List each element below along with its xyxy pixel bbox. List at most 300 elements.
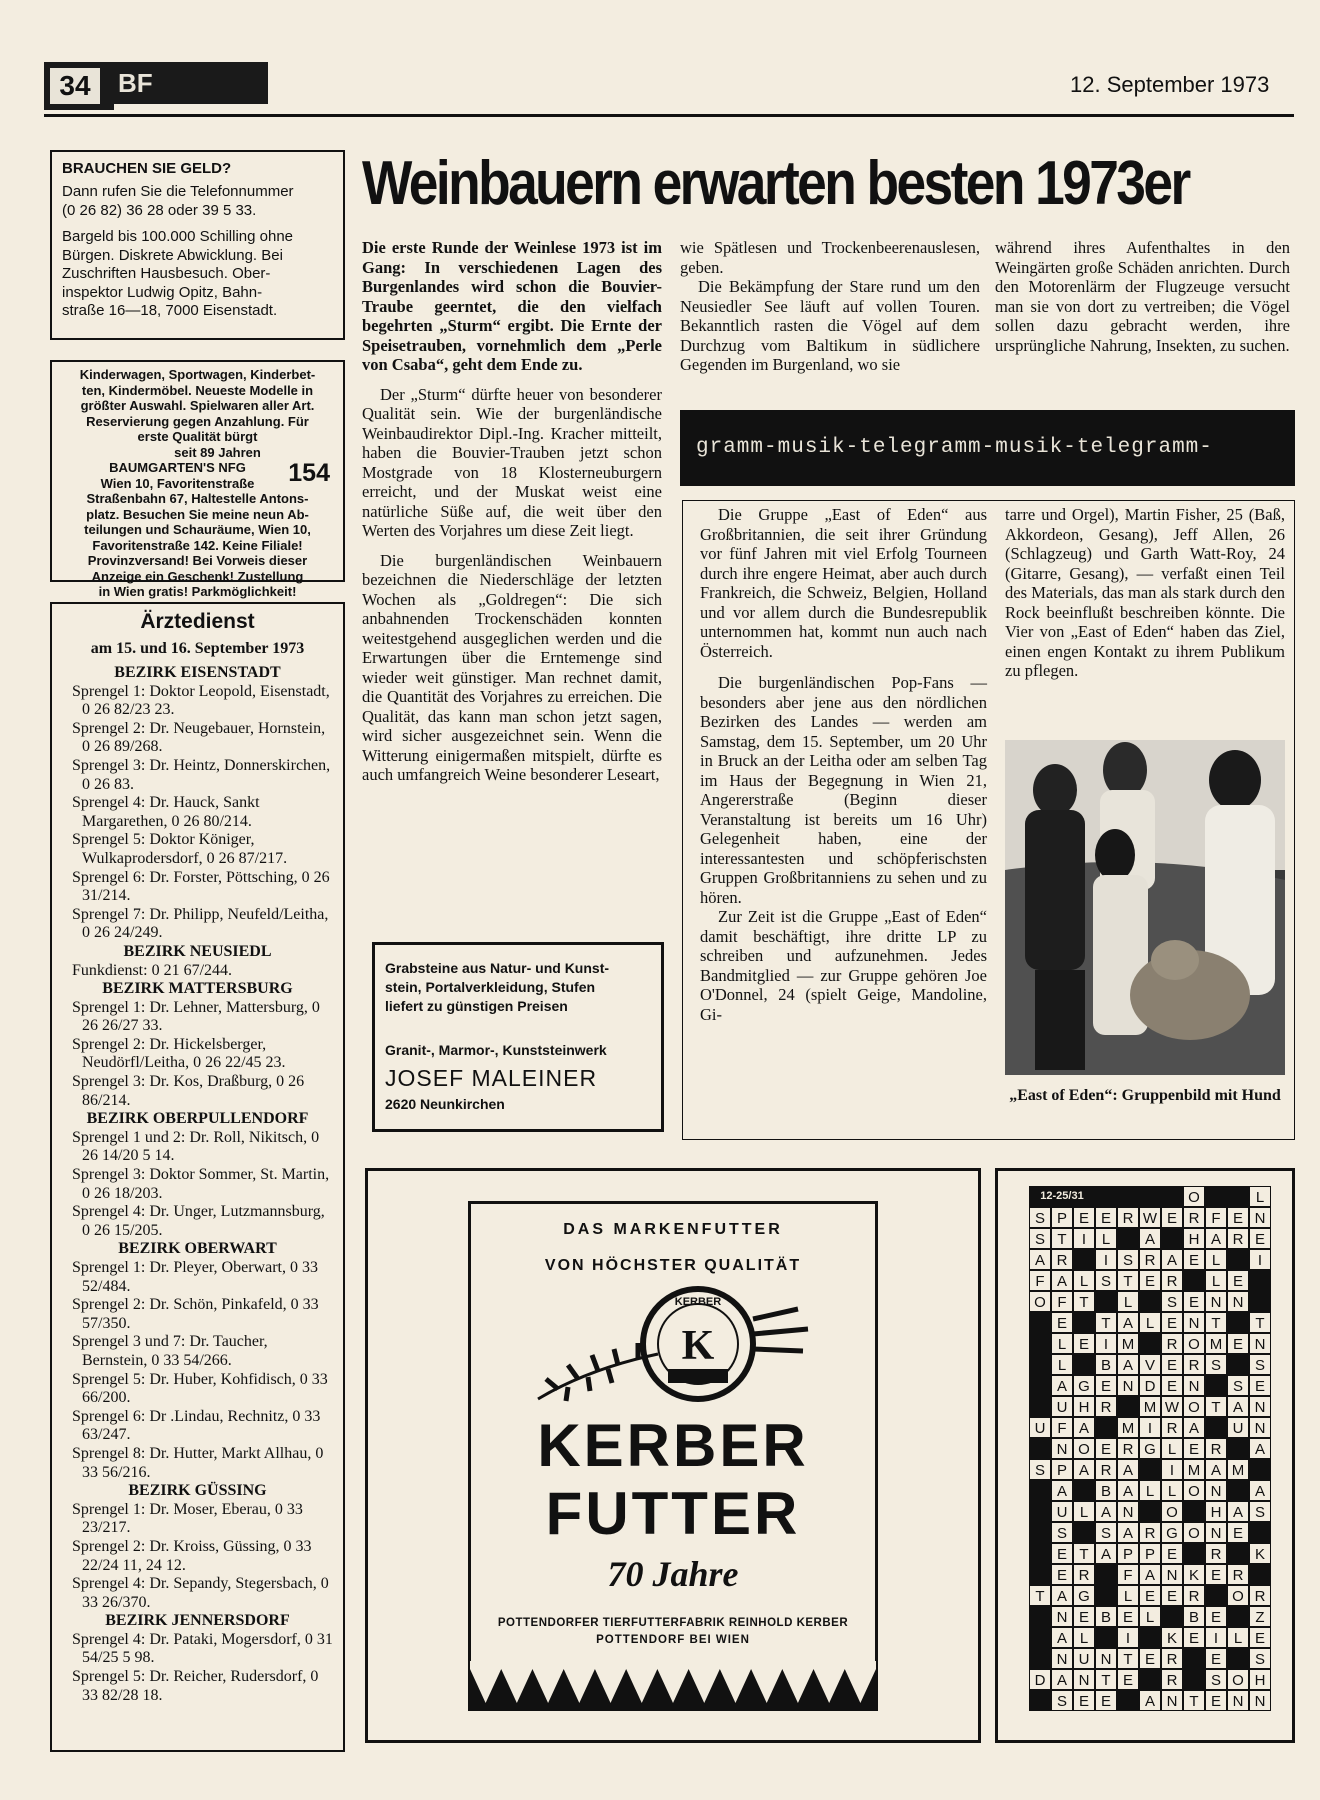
- district-heading: BEZIRK NEUSIEDL: [123, 942, 272, 960]
- crossword-block: [1249, 1564, 1271, 1585]
- crossword-cell: O: [1183, 1186, 1205, 1207]
- crossword-block: [1029, 1522, 1051, 1543]
- crossword-cell: R: [1183, 1585, 1205, 1606]
- crossword-block: [1227, 1312, 1249, 1333]
- ad-line: Kinderwagen, Sportwagen, Kinderbet-: [79, 367, 316, 382]
- ad-line: platz. Besuchen Sie meine neun Ab-: [86, 506, 309, 522]
- article-paragraph: während ihres Aufenthaltes in den Weingärten große Schäden anrichten. Durch den Motorenlärm der Flugzeuge versucht man sie von dort zu vertreiben; die Vögel sollen dazu gebracht werden, ihre ursprüngliche Nahrung, Insekten, zu suchen.: [995, 238, 1290, 355]
- issue-date: 12. September 1973: [1070, 72, 1270, 97]
- crossword-cell: R: [1205, 1438, 1227, 1459]
- crossword-cell: N: [1183, 1312, 1205, 1333]
- crossword-cell: A: [1051, 1669, 1073, 1690]
- crossword-block: [1073, 1249, 1095, 1270]
- doctor-entry: Sprengel 3: Dr. Kos, Draßburg, 0 26 86/214.: [72, 1073, 305, 1109]
- doctor-entry: Sprengel 3 und 7: Dr. Taucher, Bernstein, 0 33 54/266.: [72, 1333, 268, 1369]
- telegramm-banner: gramm-musik-telegramm-musik-telegramm-: [680, 410, 1295, 486]
- ad-line: größter Auswahl. Spielwaren aller Art.: [80, 398, 315, 413]
- crossword-cell: L: [1139, 1312, 1161, 1333]
- crossword-block: [1205, 1417, 1227, 1438]
- crossword-cell: B: [1095, 1606, 1117, 1627]
- crossword-block: [1073, 1480, 1095, 1501]
- crossword-cell: N: [1249, 1690, 1271, 1711]
- crossword-cell: E: [1161, 1207, 1183, 1228]
- crossword-cell: B: [1183, 1606, 1205, 1627]
- crossword-block: [1183, 1648, 1205, 1669]
- arztedienst-box: [50, 602, 345, 1752]
- crossword-cell: P: [1051, 1207, 1073, 1228]
- crossword-cell: O: [1183, 1522, 1205, 1543]
- crossword-cell: R: [1095, 1396, 1117, 1417]
- crossword-cell: U: [1073, 1648, 1095, 1669]
- crossword-cell: E: [1073, 1606, 1095, 1627]
- crossword-cell: L: [1051, 1333, 1073, 1354]
- ad-line: liefert zu günstigen Preisen: [385, 998, 568, 1014]
- ad-line: in Wien gratis! Parkmöglichkeit!: [98, 584, 297, 599]
- crossword-cell: E: [1183, 1249, 1205, 1270]
- crossword-code: 12-25/31: [1029, 1186, 1095, 1207]
- crossword-cell: E: [1073, 1333, 1095, 1354]
- crossword-cell: D: [1139, 1375, 1161, 1396]
- crossword-cell: A: [1205, 1228, 1227, 1249]
- crossword-block: [1095, 1417, 1117, 1438]
- crossword-cell: R: [1183, 1354, 1205, 1375]
- crossword-cell: E: [1161, 1354, 1183, 1375]
- crossword-cell: E: [1205, 1564, 1227, 1585]
- crossword-cell: A: [1117, 1480, 1139, 1501]
- crossword-cell: E: [1205, 1606, 1227, 1627]
- crossword-cell: N: [1227, 1690, 1249, 1711]
- crossword-cell: I: [1205, 1627, 1227, 1648]
- doctor-entry: Sprengel 5: Dr. Reicher, Rudersdorf, 0 33 82/28 18.: [72, 1668, 319, 1704]
- crossword-cell: E: [1051, 1564, 1073, 1585]
- doctor-entry: Sprengel 3: Doktor Sommer, St. Martin, 0 26 18/203.: [72, 1166, 330, 1202]
- crossword-block: [1029, 1312, 1051, 1333]
- crossword-cell: R: [1205, 1543, 1227, 1564]
- crossword-cell: K: [1161, 1627, 1183, 1648]
- crossword-cell: B: [1095, 1354, 1117, 1375]
- article-paragraph: Der „Sturm“ dürfte heuer von besonderer Qualität sein. Wie der burgenländische Weinbaudirektor Dipl.-Ing. Kracher mitteilt, haben die Bouvier-Trauben jetzt schon Mostgrade von 18 Klosterneuburgern erreicht, und der Muskat weist eine natürliche Süße auf, die weit über den Werten des Vorjahres um diese Zeit liegt.: [362, 384, 662, 540]
- crossword-cell: B: [1095, 1480, 1117, 1501]
- crossword-cell: P: [1117, 1543, 1139, 1564]
- crossword-cell: S: [1029, 1228, 1051, 1249]
- kerber-logo-letter: K: [681, 1323, 715, 1369]
- crossword-cell: G: [1073, 1585, 1095, 1606]
- ad-geld-line: (0 26 82) 36 28 oder 39 5 33.: [62, 201, 257, 219]
- doctor-entry: Sprengel 2: Dr. Hickelsberger, Neudörfl/Leitha, 0 26 22/45 23.: [72, 1035, 286, 1072]
- crossword-cell: R: [1161, 1333, 1183, 1354]
- district-heading: BEZIRK JENNERSDORF: [105, 1612, 290, 1630]
- crossword-cell: E: [1095, 1438, 1117, 1459]
- crossword-block: [1139, 1291, 1161, 1312]
- crossword-cell: L: [1161, 1480, 1183, 1501]
- crossword-cell: T: [1117, 1270, 1139, 1291]
- telegramm-column-2: [1005, 505, 1285, 681]
- crossword-cell: N: [1205, 1480, 1227, 1501]
- crossword-cell: L: [1073, 1627, 1095, 1648]
- crossword-block: [1205, 1375, 1227, 1396]
- crossword-cell: S: [1029, 1459, 1051, 1480]
- crossword-cell: R: [1095, 1459, 1117, 1480]
- crossword-cell: L: [1139, 1606, 1161, 1627]
- crossword-cell: E: [1161, 1312, 1183, 1333]
- ad-kerber-zigzag: [470, 1661, 876, 1709]
- crossword-cell: N: [1161, 1564, 1183, 1585]
- crossword-cell: R: [1161, 1417, 1183, 1438]
- crossword-cell: W: [1139, 1207, 1161, 1228]
- crossword-cell: L: [1227, 1627, 1249, 1648]
- page-number-box: [44, 62, 114, 110]
- crossword-cell: F: [1205, 1207, 1227, 1228]
- crossword-block: [1227, 1354, 1249, 1375]
- crossword-block: [1095, 1186, 1117, 1207]
- crossword-cell: A: [1227, 1501, 1249, 1522]
- crossword-cell: R: [1161, 1648, 1183, 1669]
- crossword-cell: P: [1051, 1459, 1073, 1480]
- ad-geld-line: Bürgen. Diskrete Abwicklung. Bei: [62, 246, 283, 264]
- crossword-cell: R: [1051, 1249, 1073, 1270]
- crossword-block: [1029, 1375, 1051, 1396]
- crossword-cell: R: [1117, 1438, 1139, 1459]
- crossword-cell: E: [1139, 1648, 1161, 1669]
- ad-kinderwagen-number: 154: [288, 458, 330, 487]
- crossword-cell: N: [1051, 1438, 1073, 1459]
- crossword-block: [1029, 1501, 1051, 1522]
- telegramm-paragraph: Die burgenländischen Pop-Fans — besonders aber jene aus den nördlichen Bezirken des Landes — werden am Samstag, dem 15. September, um 20 Uhr in Bruck an der Leitha oder am selben Tag im Haus der Begegnung in Wien 21, Angererstraße (Beginn dieser Veranstaltung ist bereits um 16 Uhr) Gelegenheit haben, eine der interessantesten und schöpferischsten Gruppen Großbritanniens zu sehen und zu hören.: [700, 673, 987, 907]
- crossword-cell: G: [1073, 1375, 1095, 1396]
- crossword-cell: E: [1227, 1333, 1249, 1354]
- telegramm-paragraph: Zur Zeit ist die Gruppe „East of Eden“ damit beschäftigt, ihre dritte LP zu schreiben und aufzunehmen. Jedes Bandmitglied — zur Gruppe gehören Joe O'Donnel, 24 (spielt Geige, Mandoline, Gi-: [700, 907, 987, 1024]
- crossword-cell: G: [1139, 1438, 1161, 1459]
- crossword-cell: E: [1227, 1522, 1249, 1543]
- crossword-cell: L: [1095, 1228, 1117, 1249]
- telegramm-paragraph: Die Gruppe „East of Eden“ aus Großbritannien, die seit ihrer Gründung vor fünf Jahren mit viel Erfolg Tourneen durch ihre engere Heimat, aber auch durch Frankreich, die Schweiz, Belgien, Holland und vor allem durch die Bundesrepublik unternommen hat, kommt nun auch nach Österreich.: [700, 505, 987, 661]
- article-lead: Die erste Runde der Weinlese 1973 ist im Gang: In verschiedenen Lagen des Burgenlandes wird schon die Bouvier-Traube geerntet, die den vielfach begehrten „Sturm“ ergibt. Die Ernte der Speisetrauben, vornehmlich dem „Perle von Csaba“, geht dem Ende zu.: [362, 238, 662, 374]
- crossword-cell: N: [1249, 1207, 1271, 1228]
- crossword-cell: S: [1249, 1648, 1271, 1669]
- crossword-cell: P: [1139, 1543, 1161, 1564]
- ad-geld-line: Bargeld bis 100.000 Schilling ohne: [62, 228, 293, 245]
- ad-geld-title: BRAUCHEN SIE GELD?: [62, 160, 232, 177]
- crossword-cell: T: [1205, 1312, 1227, 1333]
- crossword-cell: R: [1249, 1585, 1271, 1606]
- doctor-entry: Sprengel 1: Dr. Lehner, Mattersburg, 0 26 26/27 33.: [72, 998, 320, 1035]
- crossword-block: [1117, 1186, 1139, 1207]
- crossword-cell: R: [1117, 1207, 1139, 1228]
- crossword-cell: N: [1117, 1501, 1139, 1522]
- crossword-cell: I: [1095, 1333, 1117, 1354]
- crossword-cell: I: [1095, 1249, 1117, 1270]
- crossword-cell: N: [1249, 1396, 1271, 1417]
- crossword-cell: O: [1227, 1669, 1249, 1690]
- band-photo-image: [1005, 740, 1285, 1075]
- ad-line: stein, Portalverkleidung, Stufen: [385, 979, 596, 995]
- crossword-cell: M: [1139, 1396, 1161, 1417]
- crossword-block: [1205, 1186, 1227, 1207]
- crossword-block: [1073, 1522, 1095, 1543]
- doctor-entry: Sprengel 7: Dr. Philipp, Neufeld/Leitha, 0 26 24/249.: [72, 905, 329, 942]
- crossword-cell: H: [1249, 1669, 1271, 1690]
- kerber-logo: [528, 1279, 828, 1414]
- ad-line: Provinzversand! Bei Vorweis dieser: [87, 553, 308, 568]
- crossword-cell: E: [1161, 1375, 1183, 1396]
- crossword-block: [1029, 1564, 1051, 1585]
- crossword-cell: K: [1249, 1543, 1271, 1564]
- crossword-cell: A: [1029, 1249, 1051, 1270]
- crossword-block: [1117, 1690, 1139, 1711]
- crossword-cell: A: [1095, 1501, 1117, 1522]
- doctor-entry: Sprengel 2: Dr. Schön, Pinkafeld, 0 33 57/350.: [72, 1296, 319, 1332]
- crossword-cell: S: [1227, 1375, 1249, 1396]
- doctor-entry: Sprengel 2: Dr. Kroiss, Güssing, 0 33 22/24 11, 24 12.: [72, 1537, 312, 1574]
- kerber-logo-ring: KERBER: [674, 1296, 722, 1308]
- doctor-entry: Funkdienst: 0 21 67/244.: [72, 961, 233, 979]
- crossword-cell: A: [1073, 1459, 1095, 1480]
- crossword-cell: Z: [1249, 1606, 1271, 1627]
- arztedienst-list: [60, 664, 335, 1705]
- crossword-cell: E: [1139, 1585, 1161, 1606]
- crossword-cell: N: [1249, 1333, 1271, 1354]
- arztedienst-title: Ärztedienst: [140, 610, 255, 633]
- ad-geld-line: Zuschriften Hausbesuch. Ober-: [62, 265, 271, 282]
- crossword-block: [1161, 1186, 1183, 1207]
- crossword-cell: L: [1073, 1270, 1095, 1291]
- crossword-cell: E: [1051, 1312, 1073, 1333]
- ad-line: Grabsteine aus Natur- und Kunst-: [385, 960, 610, 976]
- crossword-block: [1029, 1354, 1051, 1375]
- header-rule: [44, 114, 1294, 117]
- doctor-entry: Sprengel 8: Dr. Hutter, Markt Allhau, 0 33 56/216.: [72, 1444, 324, 1481]
- ad-line: Wien 10, Favoritenstraße: [100, 475, 255, 491]
- crossword-block: [1139, 1459, 1161, 1480]
- crossword-cell: L: [1117, 1291, 1139, 1312]
- article-column-1: [362, 238, 662, 785]
- band-photo: [1005, 740, 1285, 1075]
- ad-grabsteine-name: JOSEF MALEINER: [385, 1065, 598, 1091]
- crossword-cell: M: [1227, 1459, 1249, 1480]
- crossword-cell: I: [1139, 1417, 1161, 1438]
- crossword-block: [1183, 1270, 1205, 1291]
- crossword-block: [1205, 1585, 1227, 1606]
- doctor-entry: Sprengel 5: Dr. Huber, Kohfidisch, 0 33 66/200.: [72, 1370, 328, 1407]
- doctor-entry: Sprengel 4: Dr. Sepandy, Stegersbach, 0 33 26/370.: [72, 1575, 329, 1611]
- district-heading: BEZIRK GÜSSING: [128, 1482, 267, 1500]
- crossword-block: [1029, 1480, 1051, 1501]
- ad-geld-body: [62, 183, 333, 321]
- crossword-block: [1029, 1543, 1051, 1564]
- crossword-block: [1029, 1627, 1051, 1648]
- district-heading: BEZIRK MATTERSBURG: [102, 980, 293, 998]
- crossword-block: [1139, 1669, 1161, 1690]
- crossword-cell: A: [1051, 1627, 1073, 1648]
- crossword-cell: E: [1249, 1375, 1271, 1396]
- doctor-entry: Sprengel 1: Dr. Pleyer, Oberwart, 0 33 52/484.: [72, 1259, 318, 1295]
- crossword-block: [1139, 1186, 1161, 1207]
- crossword-block: [1227, 1438, 1249, 1459]
- ad-kerber-years: 70 Jahre: [607, 1554, 739, 1594]
- ad-geld: [50, 150, 345, 340]
- crossword-cell: S: [1249, 1354, 1271, 1375]
- crossword-cell: N: [1095, 1648, 1117, 1669]
- doctor-entry: Sprengel 1: Doktor Leopold, Eisenstadt, 0 26 82/23 23.: [72, 682, 330, 719]
- crossword-cell: A: [1205, 1459, 1227, 1480]
- crossword-cell: A: [1073, 1417, 1095, 1438]
- crossword-cell: E: [1095, 1375, 1117, 1396]
- article-paragraph: Die burgenländischen Weinbauern bezeichnen die Niederschläge der letzten Wochen als „Goldregen“: Die sich anbahnenden Trockenschäden konnten weitestgehend ausgeglichen werden und die Erwartungen über die Erntemenge sind wieder weit günstiger. Man rechnet damit, die Quantität des Vorjahres zu erreichen. Die Qualität, das kann man schon jetzt sagen, wird sicher ausgezeichnet sein. Wenn die Witterung einigermaßen mitspielt, dürfte es auch umfangreich Weine besonderer Leseart,: [362, 550, 662, 784]
- crossword-block: [1183, 1669, 1205, 1690]
- crossword-cell: N: [1161, 1690, 1183, 1711]
- crossword-cell: I: [1161, 1459, 1183, 1480]
- crossword-cell: D: [1029, 1669, 1051, 1690]
- crossword-cell: A: [1249, 1480, 1271, 1501]
- crossword-cell: E: [1183, 1627, 1205, 1648]
- crossword-cell: O: [1183, 1480, 1205, 1501]
- district-heading: BEZIRK EISENSTADT: [114, 664, 281, 681]
- crossword-cell: A: [1227, 1396, 1249, 1417]
- article-paragraph: wie Spätlesen und Trockenbeerenauslesen, geben.: [680, 238, 980, 277]
- crossword-cell: S: [1051, 1522, 1073, 1543]
- crossword-cell: M: [1183, 1459, 1205, 1480]
- crossword-cell: S: [1205, 1354, 1227, 1375]
- crossword-cell: F: [1051, 1291, 1073, 1312]
- arztedienst-subtitle: am 15. und 16. September 1973: [90, 640, 305, 657]
- crossword-cell: U: [1029, 1417, 1051, 1438]
- crossword-cell: N: [1205, 1522, 1227, 1543]
- crossword-cell: K: [1183, 1564, 1205, 1585]
- crossword-cell: O: [1161, 1501, 1183, 1522]
- crossword-cell: L: [1161, 1438, 1183, 1459]
- crossword-cell: E: [1073, 1690, 1095, 1711]
- doctor-entry: Sprengel 4: Dr. Pataki, Mogersdorf, 0 31 54/25 5 98.: [72, 1630, 333, 1667]
- crossword-block: [1139, 1627, 1161, 1648]
- crossword-cell: E: [1249, 1228, 1271, 1249]
- ad-kerber-top2: VON HÖCHSTER QUALITÄT: [544, 1257, 802, 1274]
- article-column-2: [680, 238, 980, 375]
- crossword-cell: H: [1073, 1396, 1095, 1417]
- crossword-cell: E: [1161, 1585, 1183, 1606]
- crossword-cell: E: [1161, 1543, 1183, 1564]
- crossword-block: [1183, 1543, 1205, 1564]
- crossword-cell: L: [1117, 1585, 1139, 1606]
- crossword-cell: N: [1051, 1648, 1073, 1669]
- doctor-entry: Sprengel 1 und 2: Dr. Roll, Nikitsch, 0 26 14/20 5 14.: [72, 1128, 320, 1165]
- crossword-block: [1227, 1543, 1249, 1564]
- ad-line: teilungen und Schauräume, Wien 10,: [84, 522, 311, 537]
- article-column-3: [995, 238, 1290, 355]
- doctor-entry: Sprengel 4: Dr. Hauck, Sankt Margarethen, 0 26 80/214.: [72, 794, 260, 830]
- ad-geld-line: Dann rufen Sie die Telefonnummer: [62, 183, 294, 200]
- crossword-cell: N: [1183, 1375, 1205, 1396]
- crossword-cell: U: [1051, 1396, 1073, 1417]
- ad-geld-line: straße 16—18, 7000 Eisenstadt.: [62, 302, 278, 319]
- crossword-cell: T: [1183, 1690, 1205, 1711]
- crossword-cell: A: [1117, 1312, 1139, 1333]
- crossword-cell: O: [1183, 1396, 1205, 1417]
- crossword-block: [1139, 1501, 1161, 1522]
- crossword-cell: A: [1117, 1522, 1139, 1543]
- ad-kerber-footer1: POTTENDORFER TIERFUTTERFABRIK REINHOLD KERBER: [497, 1617, 849, 1629]
- crossword-cell: R: [1227, 1228, 1249, 1249]
- crossword-cell: T: [1073, 1291, 1095, 1312]
- ad-line: ten, Kindermöbel. Neueste Modelle in: [81, 382, 314, 398]
- crossword-cell: E: [1205, 1648, 1227, 1669]
- crossword-cell: E: [1227, 1270, 1249, 1291]
- crossword-cell: S: [1205, 1669, 1227, 1690]
- crossword-block: [1249, 1522, 1271, 1543]
- ad-kerber-brand1: KERBER: [537, 1412, 809, 1479]
- crossword-block: [1095, 1585, 1117, 1606]
- crossword-cell: H: [1205, 1501, 1227, 1522]
- crossword-block: [1029, 1606, 1051, 1627]
- crossword-cell: O: [1183, 1333, 1205, 1354]
- crossword-cell: E: [1227, 1207, 1249, 1228]
- crossword-cell: A: [1161, 1249, 1183, 1270]
- crossword-cell: R: [1139, 1249, 1161, 1270]
- crossword-cell: M: [1117, 1333, 1139, 1354]
- crossword-block: [1095, 1564, 1117, 1585]
- crossword-cell: O: [1029, 1291, 1051, 1312]
- crossword-cell: O: [1227, 1585, 1249, 1606]
- ad-line: Reservierung gegen Anzahlung. Für: [86, 413, 309, 429]
- ad-kinderwagen: [50, 360, 345, 599]
- crossword-block: [1227, 1186, 1249, 1207]
- page-number: 34: [50, 68, 100, 104]
- ad-kerber-brand2: FUTTER: [545, 1480, 801, 1547]
- ad-grabsteine-text: [385, 959, 651, 1016]
- crossword-cell: L: [1139, 1480, 1161, 1501]
- crossword-cell: A: [1095, 1543, 1117, 1564]
- crossword-cell: A: [1139, 1228, 1161, 1249]
- crossword-cell: W: [1161, 1396, 1183, 1417]
- crossword-block: [1073, 1354, 1095, 1375]
- ad-kinderwagen-body: [59, 367, 336, 600]
- crossword-cell: U: [1051, 1501, 1073, 1522]
- crossword-cell: N: [1051, 1606, 1073, 1627]
- crossword-block: [1161, 1606, 1183, 1627]
- crossword-cell: F: [1117, 1564, 1139, 1585]
- crossword: [995, 1168, 1295, 1743]
- crossword-cell: A: [1051, 1585, 1073, 1606]
- crossword-cell: S: [1095, 1522, 1117, 1543]
- crossword-cell: T: [1117, 1648, 1139, 1669]
- ad-grabsteine-line2: Granit-, Marmor-, Kunststeinwerk: [385, 1042, 607, 1058]
- crossword-cell: N: [1227, 1291, 1249, 1312]
- crossword-cell: R: [1073, 1564, 1095, 1585]
- crossword-cell: M: [1117, 1417, 1139, 1438]
- crossword-cell: A: [1051, 1480, 1073, 1501]
- ad-line: erste Qualität bürgt: [137, 429, 258, 444]
- crossword-block: [1227, 1606, 1249, 1627]
- crossword-cell: R: [1183, 1207, 1205, 1228]
- crossword-cell: M: [1205, 1333, 1227, 1354]
- crossword-cell: N: [1249, 1417, 1271, 1438]
- crossword-block: [1139, 1333, 1161, 1354]
- crossword-cell: A: [1051, 1270, 1073, 1291]
- district-heading: BEZIRK OBERPULLENDORF: [86, 1110, 309, 1128]
- crossword-block: [1249, 1459, 1271, 1480]
- crossword-block: [1029, 1333, 1051, 1354]
- ad-line: BAUMGARTEN'S NFG: [109, 460, 246, 475]
- crossword-block: [1073, 1312, 1095, 1333]
- crossword-cell: R: [1139, 1522, 1161, 1543]
- ad-line: Anzeige ein Geschenk! Zustellung: [91, 568, 304, 584]
- crossword-cell: L: [1073, 1501, 1095, 1522]
- crossword-cell: S: [1117, 1249, 1139, 1270]
- crossword-block: [1249, 1270, 1271, 1291]
- crossword-cell: O: [1073, 1438, 1095, 1459]
- crossword-block: [1117, 1228, 1139, 1249]
- telegramm-column-1: [700, 505, 987, 1024]
- crossword-cell: S: [1095, 1270, 1117, 1291]
